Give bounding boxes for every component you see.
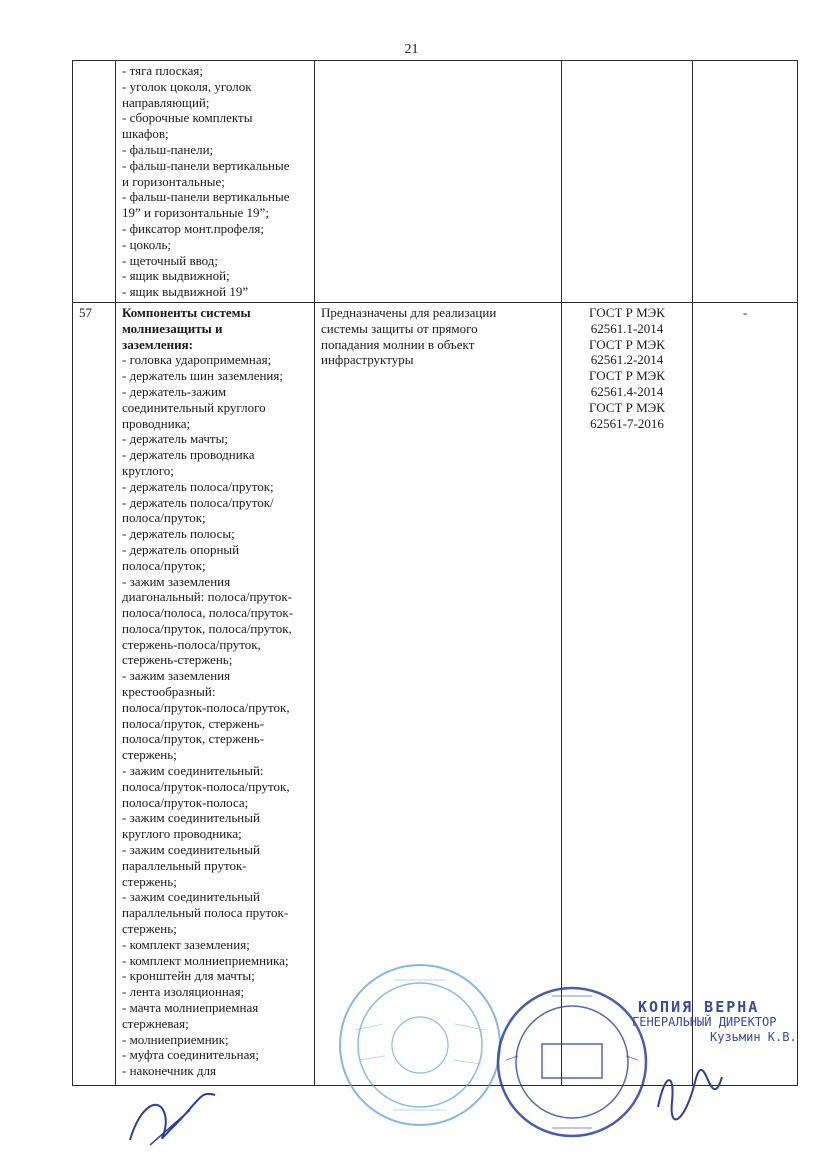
row-number: 57 bbox=[73, 302, 116, 1085]
list-item: полоса/пруток; bbox=[122, 557, 206, 573]
list-item: параллельный пруток- bbox=[122, 857, 247, 873]
list-item: диагональный: полоса/пруток- bbox=[122, 589, 292, 605]
list-item: - держатель полосы; bbox=[122, 526, 235, 542]
list-item: - фальш-панели вертикальные bbox=[122, 157, 290, 173]
list-item: - держатель-зажим bbox=[122, 383, 227, 399]
list-item: - комплект молниеприемника; bbox=[122, 952, 289, 968]
list-item: - держатель опорный bbox=[122, 541, 240, 557]
purpose-line: системы защиты от прямого bbox=[321, 320, 478, 336]
purpose-text bbox=[321, 305, 555, 368]
certification-seal-left bbox=[335, 960, 505, 1130]
purpose-line: Предназначены для реализации bbox=[321, 304, 497, 320]
list-item: полоса/пруток, стержень- bbox=[122, 715, 265, 731]
list-item: - зажим соединительный bbox=[122, 889, 260, 905]
cell-number-empty bbox=[73, 61, 116, 303]
list-item: стержень; bbox=[122, 921, 177, 937]
group-title-line: Компоненты системы bbox=[122, 304, 251, 320]
standard-line: ГОСТ Р МЭК bbox=[589, 399, 665, 415]
cell-note: - bbox=[693, 302, 798, 1085]
list-item: - щеточный ввод; bbox=[122, 252, 219, 268]
standard-line: 62561.4-2014 bbox=[590, 383, 664, 399]
list-item: стержень; bbox=[122, 873, 177, 889]
list-item: полоса/пруток; bbox=[122, 510, 206, 526]
list-item: - зажим заземления bbox=[122, 573, 231, 589]
list-item: полоса/пруток-полоса/пруток, bbox=[122, 699, 290, 715]
list-item: полоса/полоса, полоса/пруток- bbox=[122, 605, 294, 621]
cell-purpose-empty bbox=[315, 61, 562, 303]
page-number: 21 bbox=[404, 42, 419, 57]
list-item: шкафов; bbox=[122, 126, 169, 142]
list-item: - комплект заземления; bbox=[122, 936, 250, 952]
list-item: - кронштейн для мачты; bbox=[122, 968, 255, 984]
cell-standard-empty bbox=[562, 61, 693, 303]
director-title: ГЕНЕРАЛЬНЫЙ ДИРЕКТОР bbox=[632, 1015, 777, 1029]
purpose-line: попадания молнии в объект bbox=[321, 336, 475, 352]
list-item: направляющий; bbox=[122, 94, 210, 110]
list-item: полоса/пруток-полоса/пруток, bbox=[122, 778, 290, 794]
copy-true-label: КОПИЯ ВЕРНА bbox=[638, 998, 760, 1016]
cell-product-list-continued bbox=[116, 61, 315, 303]
list-item: - держатель шин заземления; bbox=[122, 368, 283, 384]
cell-note-empty bbox=[693, 61, 798, 303]
standard-line: ГОСТ Р МЭК bbox=[589, 304, 665, 320]
list-item: крестообразный: bbox=[122, 684, 216, 700]
list-item: - лента изоляционная; bbox=[122, 984, 245, 1000]
list-item: - цоколь; bbox=[122, 236, 172, 252]
list-item: - фальш-панели; bbox=[122, 141, 214, 157]
list-item: 19” и горизонтальные 19”; bbox=[122, 205, 269, 221]
list-item: - уголок цоколя, уголок bbox=[122, 78, 252, 94]
list-item: - держатель полоса/пруток/ bbox=[122, 494, 274, 510]
list-item: - зажим соединительный: bbox=[122, 763, 264, 779]
list-item: полоса/пруток-полоса; bbox=[122, 794, 249, 810]
list-item: - держатель проводника bbox=[122, 447, 255, 463]
group-title-line: молниезащиты и bbox=[122, 320, 223, 336]
list-item: и горизонтальные; bbox=[122, 173, 225, 189]
list-item: - наконечник для bbox=[122, 1063, 216, 1079]
list-item: - зажим соединительный bbox=[122, 842, 260, 858]
table-row-continued bbox=[73, 61, 798, 303]
list-item: полоса/пруток, стержень- bbox=[122, 731, 265, 747]
cell-standards bbox=[562, 302, 693, 1085]
standard-line: 62561.2-2014 bbox=[590, 352, 664, 368]
list-item: стержневая; bbox=[122, 1015, 189, 1031]
list-item: - держатель полоса/пруток; bbox=[122, 478, 274, 494]
signature-right bbox=[650, 1062, 730, 1132]
standard-line: ГОСТ Р МЭК bbox=[589, 368, 665, 384]
list-item: круглого проводника; bbox=[122, 826, 242, 842]
copy-certification-note bbox=[632, 1000, 797, 1045]
list-item: - ящик выдвижной; bbox=[122, 268, 230, 284]
standard-line: 62561-7-2016 bbox=[590, 415, 664, 431]
signature-left bbox=[120, 1085, 230, 1155]
list-item: стержень; bbox=[122, 747, 177, 763]
list-item: - зажим соединительный bbox=[122, 810, 260, 826]
list-item: параллельный полоса пруток- bbox=[122, 905, 289, 921]
company-seal-right bbox=[492, 982, 652, 1142]
product-component-list bbox=[122, 352, 308, 1079]
product-table bbox=[72, 60, 798, 1086]
list-item: проводника; bbox=[122, 415, 191, 431]
product-list-continued bbox=[122, 63, 308, 300]
standard-line: ГОСТ Р МЭК bbox=[589, 336, 665, 352]
list-item: - сборочные комплекты bbox=[122, 110, 253, 126]
standard-line: 62561.1-2014 bbox=[590, 320, 664, 336]
list-item: - фиксатор монт.профеля; bbox=[122, 220, 264, 236]
list-item: - мачта молниеприемная bbox=[122, 1000, 259, 1016]
group-title-line: заземления: bbox=[122, 336, 193, 352]
list-item: - ящик выдвижной 19” bbox=[122, 284, 249, 300]
purpose-line: инфраструктуры bbox=[321, 352, 414, 368]
list-item: - фальш-панели вертикальные bbox=[122, 189, 290, 205]
list-item: - тяга плоская; bbox=[122, 63, 203, 78]
list-item: - головка ударопримемная; bbox=[122, 352, 272, 368]
list-item: - держатель мачты; bbox=[122, 431, 228, 447]
list-item: стержень-полоса/пруток, bbox=[122, 636, 261, 652]
list-item: - молниеприемник; bbox=[122, 1031, 229, 1047]
standards-list bbox=[568, 305, 686, 431]
list-item: круглого; bbox=[122, 462, 174, 478]
product-group-title bbox=[122, 305, 308, 352]
list-item: - зажим заземления bbox=[122, 668, 231, 684]
director-name: Кузьмин К.В. bbox=[710, 1030, 797, 1044]
cell-product-components bbox=[116, 302, 315, 1085]
list-item: соединительный круглого bbox=[122, 399, 266, 415]
list-item: - муфта соединительная; bbox=[122, 1047, 259, 1063]
list-item: полоса/пруток, полоса/пруток, bbox=[122, 620, 292, 636]
list-item: стержень-стержень; bbox=[122, 652, 233, 668]
